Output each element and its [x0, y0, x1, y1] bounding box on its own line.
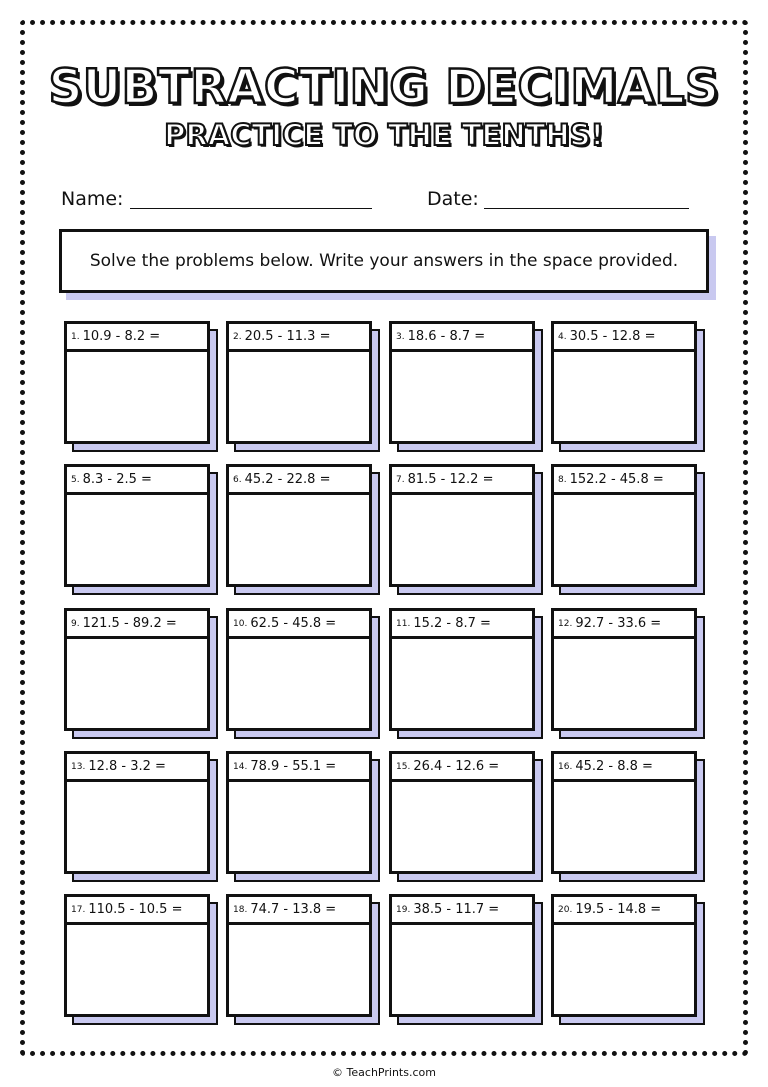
problem-number: 14.: [233, 761, 248, 772]
problem-card: [226, 608, 372, 731]
problem-number: 4.: [558, 331, 567, 342]
name-field-line[interactable]: [130, 208, 372, 209]
answer-space[interactable]: [392, 782, 532, 871]
problem-expression: 19.5 - 14.8 =: [575, 902, 662, 917]
problem-header: [67, 754, 207, 782]
problem-expression: 18.6 - 8.7 =: [407, 329, 486, 344]
problem-expression: 78.9 - 55.1 =: [250, 759, 337, 774]
problem-expression: 20.5 - 11.3 =: [244, 329, 331, 344]
answer-space[interactable]: [392, 495, 532, 584]
problem-header: [392, 754, 532, 782]
problem-expression: 74.7 - 13.8 =: [250, 902, 337, 917]
answer-space[interactable]: [392, 925, 532, 1014]
problem-header: [554, 324, 694, 352]
problem-card: [389, 464, 535, 587]
problem-header: [554, 611, 694, 639]
problem-expression: 45.2 - 8.8 =: [575, 759, 653, 774]
problem-card: [64, 321, 210, 444]
answer-space[interactable]: [554, 352, 694, 441]
instructions-box: [59, 229, 709, 293]
problem-number: 9.: [71, 618, 80, 629]
problem-number: 11.: [396, 618, 411, 629]
problem-header: [229, 897, 369, 925]
answer-space[interactable]: [554, 639, 694, 728]
problem-card: [64, 608, 210, 731]
problem-card-box: [226, 894, 372, 1017]
name-label: Name:: [61, 188, 124, 210]
answer-space[interactable]: [67, 925, 207, 1014]
problem-card-box: [551, 608, 697, 731]
problem-card: [389, 608, 535, 731]
answer-space[interactable]: [67, 352, 207, 441]
answer-space[interactable]: [229, 639, 369, 728]
problem-card-box: [389, 464, 535, 587]
problem-expression: 121.5 - 89.2 =: [82, 616, 177, 631]
problem-card-box: [64, 321, 210, 444]
problem-card-box: [551, 321, 697, 444]
answer-space[interactable]: [229, 925, 369, 1014]
problem-number: 10.: [233, 618, 248, 629]
problem-header: [554, 467, 694, 495]
problem-card-box: [551, 464, 697, 587]
date-label: Date:: [427, 188, 479, 210]
problem-expression: 10.9 - 8.2 =: [82, 329, 161, 344]
problem-expression: 110.5 - 10.5 =: [88, 902, 183, 917]
problem-expression: 15.2 - 8.7 =: [413, 616, 491, 631]
problem-header: [67, 611, 207, 639]
problem-card: [64, 464, 210, 587]
problem-card: [551, 608, 697, 731]
problem-card-box: [551, 751, 697, 874]
problem-expression: 45.2 - 22.8 =: [244, 472, 331, 487]
problem-header: [554, 897, 694, 925]
problem-expression: 152.2 - 45.8 =: [569, 472, 664, 487]
problem-card-box: [226, 321, 372, 444]
problem-card-box: [226, 608, 372, 731]
answer-space[interactable]: [229, 495, 369, 584]
problem-number: 15.: [396, 761, 411, 772]
problem-expression: 62.5 - 45.8 =: [250, 616, 337, 631]
answer-space[interactable]: [392, 352, 532, 441]
answer-space[interactable]: [67, 639, 207, 728]
problem-number: 5.: [71, 474, 80, 485]
problem-header: [229, 324, 369, 352]
problem-number: 16.: [558, 761, 573, 772]
problem-header: [392, 467, 532, 495]
answer-space[interactable]: [554, 495, 694, 584]
problem-card-box: [551, 894, 697, 1017]
problem-header: [392, 611, 532, 639]
problem-card: [551, 464, 697, 587]
problem-header: [67, 324, 207, 352]
problem-card: [64, 894, 210, 1017]
problem-card: [389, 894, 535, 1017]
problem-expression: 8.3 - 2.5 =: [82, 472, 152, 487]
problem-card-box: [226, 464, 372, 587]
problem-header: [67, 467, 207, 495]
answer-space[interactable]: [67, 495, 207, 584]
answer-space[interactable]: [229, 352, 369, 441]
problem-card-box: [389, 894, 535, 1017]
date-field-line[interactable]: [484, 208, 689, 209]
problem-number: 2.: [233, 331, 242, 342]
problem-card-box: [226, 751, 372, 874]
problem-number: 12.: [558, 618, 573, 629]
copyright-footer: © TeachPrints.com: [332, 1066, 436, 1079]
problem-header: [229, 611, 369, 639]
problem-expression: 81.5 - 12.2 =: [407, 472, 494, 487]
problem-card-box: [64, 894, 210, 1017]
problem-number: 19.: [396, 904, 411, 915]
problem-number: 7.: [396, 474, 405, 485]
problem-expression: 12.8 - 3.2 =: [88, 759, 166, 774]
problem-card: [226, 321, 372, 444]
problem-header: [392, 897, 532, 925]
worksheet-subtitle: PRACTICE TO THE TENTHS!: [164, 118, 604, 152]
problem-card-box: [389, 321, 535, 444]
problem-expression: 30.5 - 12.8 =: [569, 329, 656, 344]
problem-number: 13.: [71, 761, 86, 772]
worksheet-title: SUBTRACTING DECIMALS: [48, 60, 720, 115]
answer-space[interactable]: [554, 782, 694, 871]
problem-card-box: [64, 608, 210, 731]
problem-number: 1.: [71, 331, 80, 342]
problem-number: 8.: [558, 474, 567, 485]
problem-card-box: [389, 751, 535, 874]
problem-card: [226, 894, 372, 1017]
problem-card-box: [64, 751, 210, 874]
problem-header: [229, 467, 369, 495]
answer-space[interactable]: [392, 639, 532, 728]
problem-expression: 38.5 - 11.7 =: [413, 902, 500, 917]
problem-card-box: [64, 464, 210, 587]
problem-expression: 26.4 - 12.6 =: [413, 759, 500, 774]
problem-card: [551, 321, 697, 444]
problem-header: [229, 754, 369, 782]
problem-card: [64, 751, 210, 874]
problem-card: [389, 751, 535, 874]
problem-number: 18.: [233, 904, 248, 915]
answer-space[interactable]: [554, 925, 694, 1014]
problem-header: [392, 324, 532, 352]
answer-space[interactable]: [67, 782, 207, 871]
problem-card: [226, 464, 372, 587]
problem-card: [226, 751, 372, 874]
problem-card: [551, 751, 697, 874]
problem-expression: 92.7 - 33.6 =: [575, 616, 662, 631]
instructions-text: Solve the problems below. Write your answers in the space provided.: [89, 251, 679, 271]
problem-card: [551, 894, 697, 1017]
problem-number: 6.: [233, 474, 242, 485]
problem-number: 3.: [396, 331, 405, 342]
problem-number: 20.: [558, 904, 573, 915]
problem-header: [67, 897, 207, 925]
problem-card-box: [389, 608, 535, 731]
problem-card: [389, 321, 535, 444]
problem-number: 17.: [71, 904, 86, 915]
answer-space[interactable]: [229, 782, 369, 871]
problem-header: [554, 754, 694, 782]
